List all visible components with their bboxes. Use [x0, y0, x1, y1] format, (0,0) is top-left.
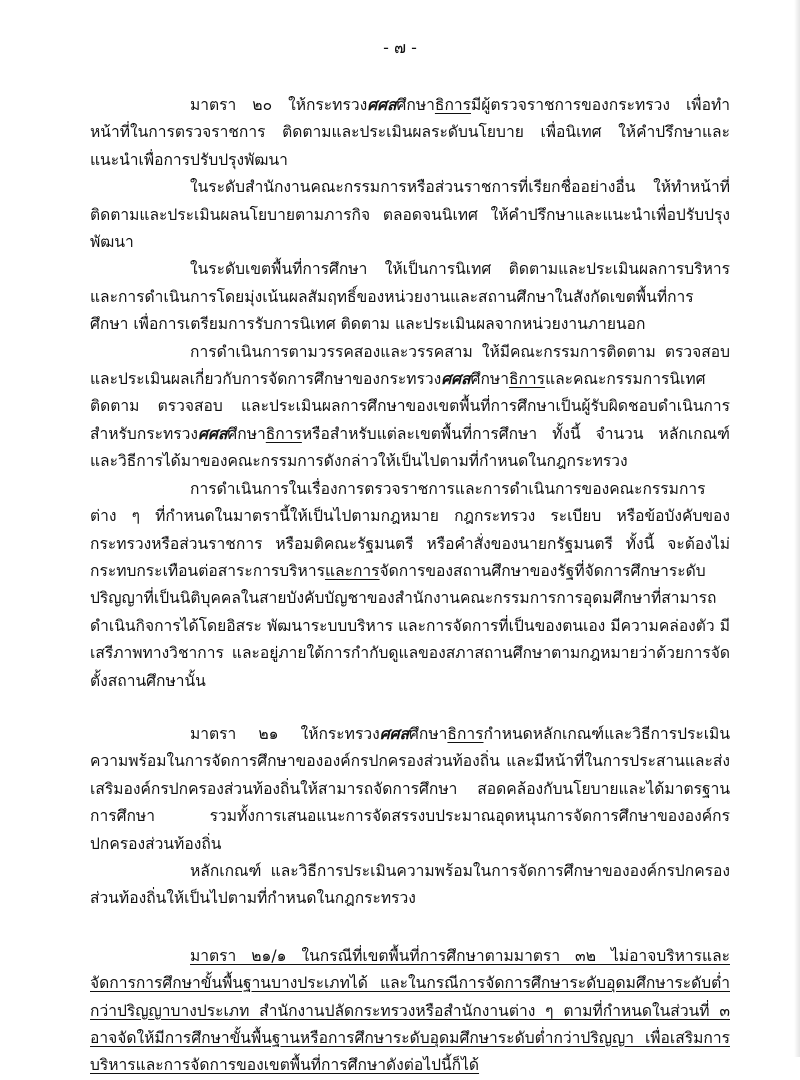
paragraph-s20-p5 [90, 476, 730, 695]
paragraph-s21-1-p1 [90, 943, 730, 1080]
text-run: ศศส [367, 96, 397, 114]
text-run: การดำเนินการตามวรรคสองและวรรคสาม ให้มีคณะกรรมการติดตาม ตรวจสอบและประเมินผลเกี่ยวกับการจัดการศึกษาของกระทรวง [90, 342, 730, 389]
text-run: ธิการ [265, 424, 302, 443]
paragraph-s20-p1 [90, 92, 730, 174]
text-run: หลักเกณฑ์ และวิธีการประเมินความพร้อมในการจัดการศึกษาขององค์กรปกครองส่วนท้องถิ่นให้เป็นไปตามที่กำหนดในกฎกระทรวง [90, 861, 730, 908]
text-run: มาตรา ๒๑ ให้กระทรวง [190, 724, 380, 743]
text-run: และคณะกรรมการนิเทศ ติดตาม ตรวจสอบ และประเมินผลการศึกษาของเขตพื้นที่การศึกษาเป็นผู้รับผิดชอบดำเนินการ สำหรับกระทรวง [90, 370, 730, 443]
text-run: ศึกษา [470, 370, 509, 389]
text-run: ศศส [198, 424, 228, 443]
text-run: กำหนดหลักเกณฑ์และวิธีการประเมินความพร้อมในการจัดการศึกษาขององค์กรปกครองส่วนท้องถิ่น และมีหน้าที่ในการประสานและส่งเสริมองค์กรปกครองส่วนท้องถิ่นให้สามารถจัดการศึกษา สอดคล้องกับนโยบายและได้มาตรฐานการศึกษา รวมทั้งการเสนอแนะการจัดสรรงบประมาณอุดหนุนการจัดการศึกษาขององค์กรปกครองส่วนท้องถิ่น [90, 724, 730, 853]
text-run: จัดการของสถานศึกษาของรัฐที่จัดการศึกษาระดับปริญญาที่เป็นนิติบุคคลในสายบังคับบัญชาของสำนักงานคณะกรรมการการอุดมศึกษาที่สามารถดำเนินกิจการได้โดยอิสระ พัฒนาระบบบริหาร และการจัดการที่เป็นของตนเอง มีความคล่องตัว มีเสรีภาพทางวิชาการ และอยู่ภายใต้การกำกับดูแลของสภาสถานศึกษาตามกฎหมายว่าด้วยการจัดตั้งสถานศึกษานั้น [90, 561, 730, 690]
text-run: ธิการ [447, 724, 484, 743]
text-run: มีผู้ตรวจราชการของกระทรวง เพื่อทำหน้าที่ในการตรวจราชการ ติดตามและประเมินผลระดับนโยบาย เพื่อนิเทศ ให้คำปรึกษาและแนะนำเพื่อการปรับปรุงพัฒนา [90, 96, 730, 169]
text-run: ศึกษา [227, 424, 266, 443]
paragraph-s20-p3 [90, 256, 730, 338]
page-number: - ๗ - [383, 38, 417, 57]
text-run: ศศส [441, 370, 471, 389]
text-run: การดำเนินการในเรื่องการตรวจราชการและการดำเนินการของคณะกรรมการต่าง ๆ ที่กำหนดในมาตรานี้ให้เป็นไปตามกฎหมาย กฎกระทรวง ระเบียบ หรือข้อบังคับของกระทรวงหรือส่วนราชการ หรือมติคณะรัฐมนตรี หรือคำสั่งของนายกรัฐมนตรี ทั้งนี้ จะต้องไม่กระทบกระเทือนต่อสาระการบริหาร [90, 479, 730, 580]
text-run: มาตรา ๒๑/๑ ในกรณีที่เขตพื้นที่การศึกษาตามมาตรา ๓๒ ไม่อาจบริหารและจัดการการศึกษาขั้นพื้นฐานบางประเภทได้ และในกรณีการจัดการศึกษาระดับอุดมศึกษาระดับต่ำกว่าปริญญาบางประเภท สำนักงานปลัดกระทรวงหรือสำนักงานต่าง ๆ ตามที่กำหนดในส่วนที่ ๓ อาจจัดให้มีการศึกษาขั้นพื้นฐานหรือการศึกษาระดับอุดมศึกษาระดับต่ำกว่าปริญญา เพื่อเสริมการบริหารและการจัดการของเขตพื้นที่การศึกษาดังต่อไปนี้ก็ได้ [90, 946, 730, 1075]
paragraph-s20-p2 [90, 174, 730, 256]
text-run: มาตรา ๒๐ ให้กระทรวง [190, 96, 368, 114]
text-run: ศศส [379, 724, 410, 743]
scan-edge-shadow [794, 0, 800, 1057]
text-run: ศึกษา [409, 724, 448, 743]
paragraph-s21-p2 [90, 858, 730, 913]
document-body [90, 92, 730, 1080]
text-run: ในระดับเขตพื้นที่การศึกษา ให้เป็นการนิเทศ ติดตามและประเมินผลการบริหารและการดำเนินการโดยมุ่งเน้นผลสัมฤทธิ์ของหน่วยงานและสถานศึกษาในสังกัดเขตพื้นที่การศึกษา เพื่อการเตรียมการรับการนิเทศ ติดตาม และประเมินผลจากหน่วยงานภายนอก [90, 260, 730, 334]
text-run: ธิการ [508, 370, 546, 389]
text-run: หรือสำหรับแต่ละเขตพื้นที่การศึกษา ทั้งนี้ จำนวน หลักเกณฑ์ และวิธีการได้มาของคณะกรรมการดังกล่าวให้เป็นไปตามที่กำหนดในกฎกระทรวง [90, 424, 730, 471]
text-run: ในระดับสำนักงานคณะกรรมการหรือส่วนราชการที่เรียกชื่ออย่างอื่น ให้ทำหน้าที่ติดตามและประเมินผลนโยบายตามภารกิจ ตลอดจนนิเทศ ให้คำปรึกษาและแนะนำเพื่อปรับปรุงพัฒนา [90, 178, 730, 252]
paragraph-s21-p1 [90, 721, 730, 858]
text-run: ธิการ [434, 96, 472, 114]
text-run: ศึกษา [396, 96, 435, 114]
paragraph-s20-p4 [90, 339, 730, 476]
text-run: และการ [324, 561, 380, 580]
